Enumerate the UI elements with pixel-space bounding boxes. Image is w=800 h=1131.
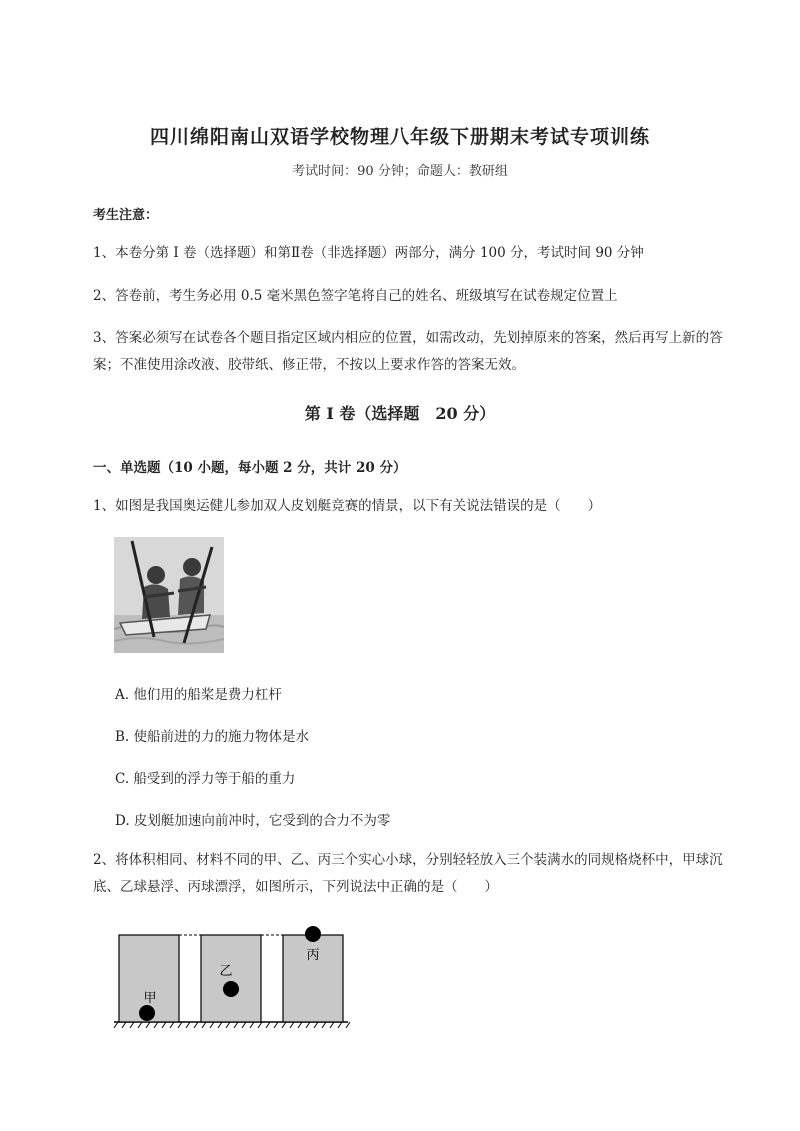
label-yi: 乙 [219,964,233,979]
mcq-heading: 一、单选题（10 小题，每小题 2 分，共计 20 分） [93,460,407,476]
notice-heading: 考生注意： [93,208,159,223]
kayak-photo [114,537,224,653]
ball-yi [223,981,239,997]
ball-jia [139,1005,155,1021]
option-a: A. 他们用的船桨是费力杠杆 [115,687,282,703]
notice-item: 3、答案必须写在试卷各个题目指定区域内相应的位置，如需改动，先划掉原来的答案，然后再写上新的答案；不准使用涂改液、胶带纸、修正带，不按以上要求作答的答案无效。 [93,330,723,373]
beakers-figure [110,922,355,1032]
label-bing: 丙 [306,948,320,963]
exam-info: 考试时间：90 分钟；命题人：教研组 [292,164,508,179]
label-jia: 甲 [143,991,157,1006]
page-title: 四川绵阳南山双语学校物理八年级下册期末考试专项训练 [149,126,650,148]
question-stem: 1、如图是我国奥运健儿参加双人皮划艇竞赛的情景，以下有关说法错误的是（ ） [93,498,602,514]
notice-item: 1、本卷分第 I 卷（选择题）和第Ⅱ卷（非选择题）两部分，满分 100 分，考试时间 90 分钟 [93,245,644,261]
option-c: C. 船受到的浮力等于船的重力 [115,771,296,787]
question-stem: 2、将体积相同、材料不同的甲、乙、丙三个实心小球，分别轻轻放入三个装满水的同规格烧杯中，甲球沉底、乙球悬浮、丙球漂浮，如图所示，下列说法中正确的是（ ） [93,852,723,895]
ball-bing [305,926,321,942]
notice-item: 2、答卷前，考生务必用 0.5 毫米黑色签字笔将自己的姓名、班级填写在试卷规定位置上 [93,288,618,304]
option-d: D. 皮划艇加速向前冲时，它受到的合力不为零 [115,813,391,829]
section-title: 第 I 卷（选择题 20 分） [304,404,496,423]
option-b: B. 使船前进的力的施力物体是水 [115,729,310,745]
